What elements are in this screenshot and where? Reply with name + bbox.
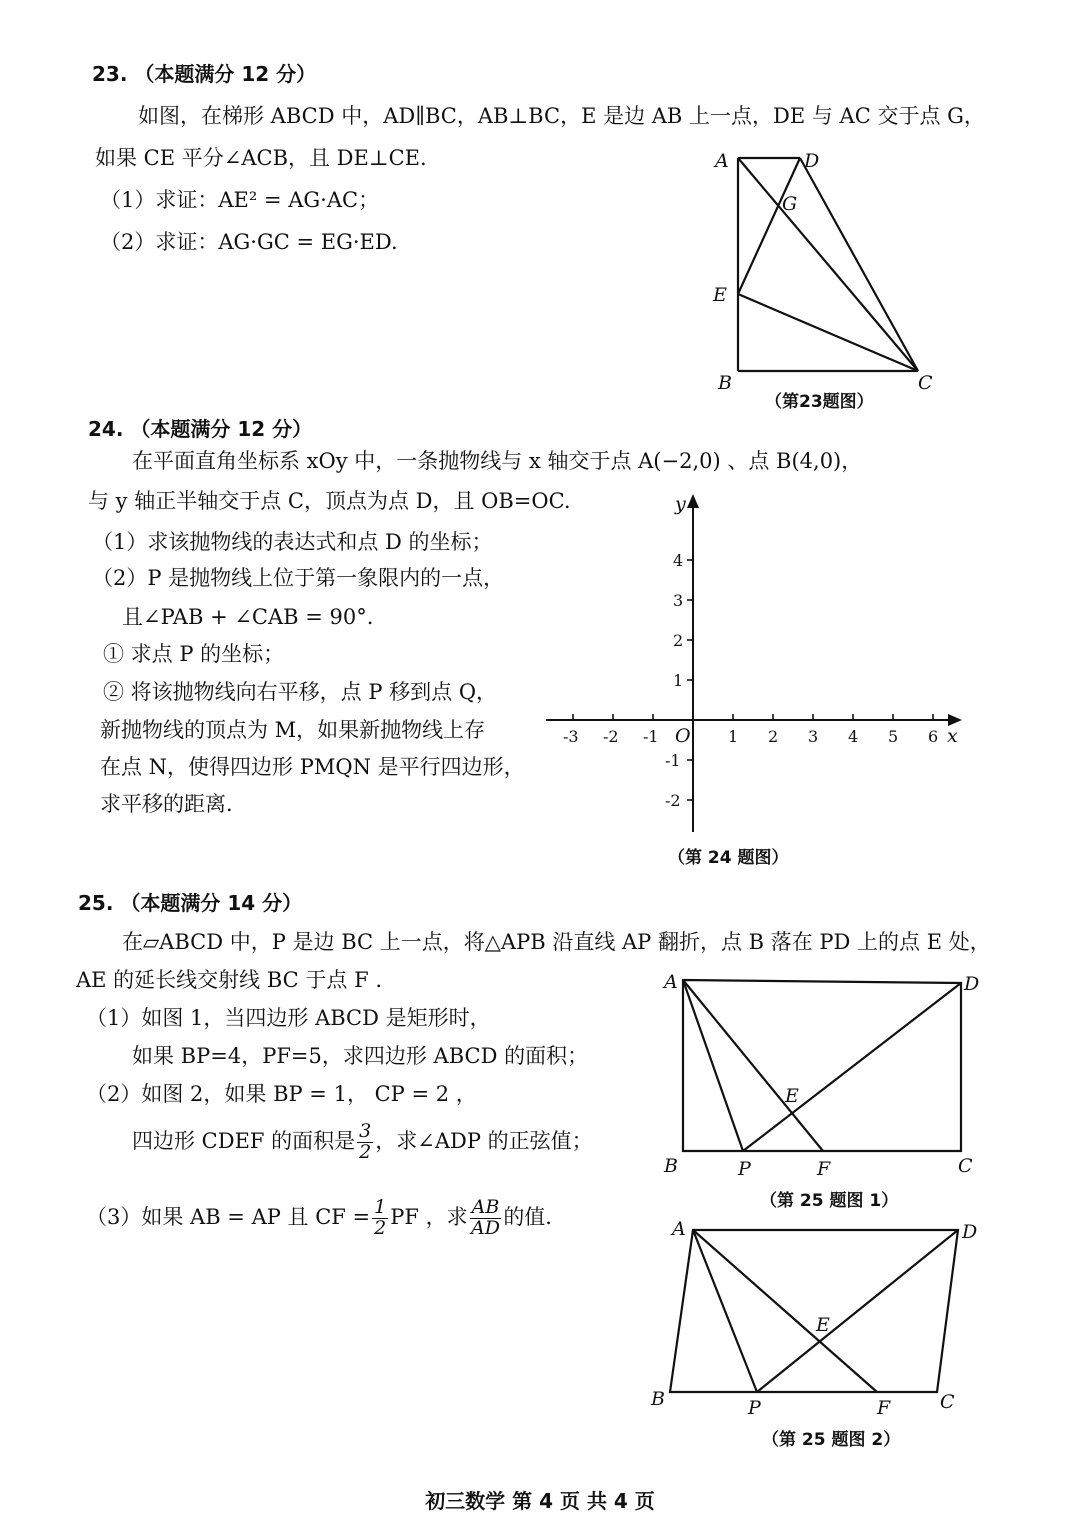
q25f2-segment-ap [693,1230,757,1392]
q24-x-tick-label-5: 3 [808,727,819,746]
q25-part3-half-num: 1 [374,1196,387,1218]
q25f2-segment-pd [757,1230,958,1392]
q25f1-label-a: A [664,971,678,993]
q24-y-tick-label-4: -1 [665,751,681,770]
q25-part2-line1: （2）如图 2，如果 BP = 1， CP = 2 ， [86,1082,477,1106]
q24-y-label: y [675,493,686,515]
q25-part3-text-mid: PF ，求 [390,1204,468,1229]
q25-part2-fraction-den: 2 [359,1140,372,1163]
q24-x-tick-label-2: -1 [643,727,659,746]
q23-label-e: E [713,284,727,306]
q24-part2-line1: （2）P 是抛物线上位于第一象限内的一点， [92,566,505,590]
q23-stem-line2: 如果 CE 平分∠ACB，且 DE⊥CE. [95,146,427,170]
q24-header: 24. （本题满分 12 分） [88,417,313,441]
q24-caption: （第 24 题图） [668,848,789,868]
q23-label-d: D [804,150,820,172]
q25-stem-line1: 在▱ABCD 中，P 是边 BC 上一点，将△APB 沿直线 AP 翻折，点 B 落在 PD 上的点 E 处， [122,930,991,954]
q24-x-tick-label-6: 4 [848,727,859,746]
q25-part3-text-pre: （3）如果 AB = AP 且 CF = [86,1204,371,1229]
q24-part1: （1）求该抛物线的表达式和点 D 的坐标； [92,530,493,554]
q25f1-label-f: F [817,1158,831,1180]
q25f1-label-e: E [785,1085,799,1107]
q24-sub2-line4: 求平移的距离. [100,792,233,816]
q25f1-label-d: D [964,973,980,995]
q24-y-tick-label-5: -2 [665,791,681,810]
q25f2-label-c: C [940,1391,955,1413]
q24-x-tick-label-1: -2 [603,727,619,746]
q25-caption1: （第 25 题图 1） [760,1191,899,1211]
q25f2-label-e: E [816,1314,830,1336]
q23-label-c: C [918,372,933,394]
q25-part1-line1: （1）如图 1，当四边形 ABCD 是矩形时， [86,1006,491,1030]
q24-y-tick-label-0: 4 [673,551,684,570]
q25f2-label-f: F [877,1397,891,1419]
q25-part3-ad: AD [470,1216,500,1239]
q24-y-tick-label-1: 3 [673,591,684,610]
q25-stem-line2: AE 的延长线交射线 BC 于点 F . [76,968,383,992]
q23-stem-line1: 如图，在梯形 ABCD 中，AD∥BC，AB⊥BC，E 是边 AB 上一点，DE 与 AC 交于点 G， [138,104,985,128]
q24-stem-line2: 与 y 轴正半轴交于点 C，顶点为点 D，且 OB=OC. [88,489,571,513]
q23-header: 23. （本题满分 12 分） [92,62,317,86]
q25f1-label-p: P [738,1158,751,1180]
q23-label-g: G [782,193,798,215]
q25f1-label-c: C [958,1155,973,1177]
q25-caption2: （第 25 题图 2） [762,1430,901,1450]
q25f2-label-p: P [748,1397,761,1419]
q24-sub1: ① 求点 P 的坐标； [103,642,285,666]
q24-sub2-line1: ② 将该抛物线向右平移，点 P 移到点 Q， [103,680,498,704]
q23-label-b: B [718,372,732,394]
q24-origin-label: O [675,725,691,747]
q24-part2-line2: 且∠PAB + ∠CAB = 90°. [122,605,374,629]
q24-stem-line1: 在平面直角坐标系 xOy 中，一条抛物线与 x 轴交于点 A(−2,0) 、点 B(4,0)， [132,449,863,473]
q25-part3-ab: AB [471,1196,500,1218]
q25-part2-text-pre: 四边形 CDEF 的面积是 [132,1128,356,1153]
q23-caption: （第23题图） [765,392,874,412]
q24-x-label: x [947,725,958,747]
page-footer: 初三数学 第 4 页 共 4 页 [425,1489,655,1513]
q24-sub2-line3: 在点 N，使得四边形 PMQN 是平行四边形， [100,755,525,779]
q23-label-a: A [715,150,729,172]
q25-part2-text-post: ，求∠ADP 的正弦值； [375,1128,593,1153]
q24-x-tick-label-0: -3 [563,727,579,746]
q24-x-tick-label-4: 2 [768,727,779,746]
q25f2-label-a: A [672,1218,686,1240]
q25-part1-line2: 如果 BP=4，PF=5，求四边形 ABCD 的面积； [132,1044,589,1068]
q24-x-tick-label-8: 6 [928,727,939,746]
q25-header: 25. （本题满分 14 分） [78,891,303,915]
q25-part3-text-post: 的值. [503,1204,552,1229]
q25f2-parallelogram-abcd [670,1230,958,1392]
q25f2-segment-af [693,1230,877,1392]
q24-sub2-line2: 新抛物线的顶点为 M，如果新抛物线上存 [100,718,486,742]
q24-y-tick-label-2: 2 [673,631,684,650]
q25f2-label-b: B [651,1388,665,1410]
q25-part2-fraction-num: 3 [359,1120,372,1142]
q23-part2: （2）求证：AG·GC = EG·ED. [100,230,398,254]
q24-x-tick-label-3: 1 [728,727,739,746]
q25-part3-half-den: 2 [374,1216,387,1239]
q24-x-tick-label-7: 5 [888,727,899,746]
q24-y-tick-label-3: 1 [673,671,684,690]
q23-part1: （1）求证：AE² = AG·AC； [100,188,380,212]
q25f1-label-b: B [664,1155,678,1177]
q25f2-label-d: D [962,1221,978,1243]
